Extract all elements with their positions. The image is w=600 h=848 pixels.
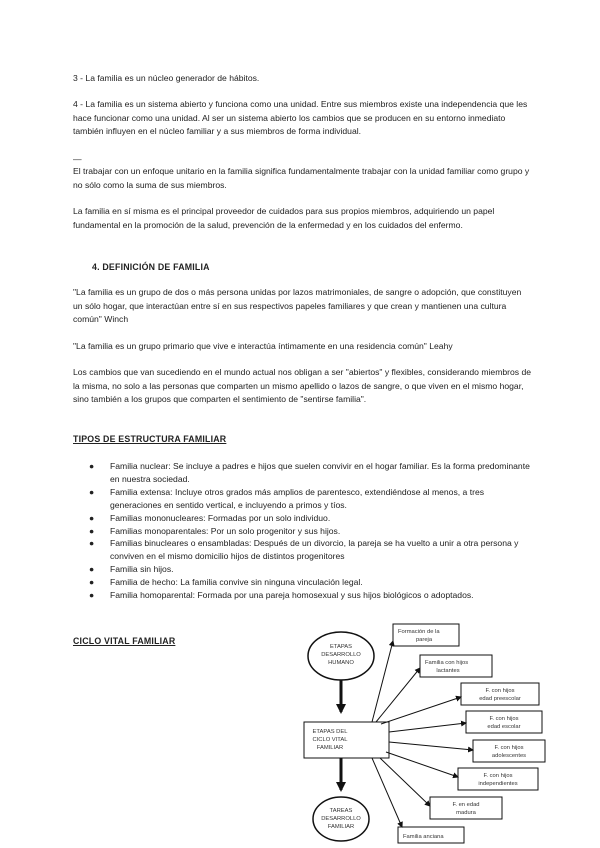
bottom-oval-line-3: FAMILIAR (327, 824, 355, 830)
stage-text: edad escolar (487, 724, 521, 730)
list-item: ● Familia homoparental: Formada por una pareja homosexual y sus hijos biológicos o adoptados. (89, 590, 474, 601)
bullet-icon: ● (89, 577, 95, 588)
dash-separator: — (73, 154, 82, 164)
arrow-to-pareja (372, 641, 393, 722)
stage-text: adolescentes (491, 753, 527, 759)
heading-tipos-estructura: TIPOS DE ESTRUCTURA FAMILIAR (73, 434, 227, 444)
quote-leahy: "La familia es un grupo primario que vive e interactúa íntimamente en una residencia común" Leahy (73, 341, 453, 351)
arrow-to-adolescentes (389, 742, 473, 750)
list-item: ● Familia extensa: Incluye otros grados más amplios de parentesco, extendiéndose al menos, a tres generaciones en sentido vertical, e incluyendo a primos y tíos. (89, 486, 485, 510)
stage-text: Formación de la (398, 629, 440, 635)
stage-text: Familia anciana (403, 834, 444, 840)
heading-ciclo-vital: CICLO VITAL FAMILIAR (73, 636, 176, 646)
list-item: ● Familia nuclear: Se incluye a padres e hijos que suelen convivir en el hogar familiar. Es la forma predominante en nuestra sociedad. (89, 461, 530, 484)
stage-text: F. con hijos (494, 745, 524, 751)
list-item: ● Familia de hecho: La familia convive sin ninguna vinculación legal. (89, 577, 363, 588)
paragraph-sistema-abierto: 4 - La familia es un sistema abierto y funciona como una unidad. Entre sus miembros existe una independencia que les hace funcionar como una unidad. Al ser un sistema abierto los cambios que se producen en su entorno inmediato también influyen en el núcleo familiar y a sus miembros de forma individual. (73, 99, 528, 137)
stage-text: edad preescolar (479, 696, 521, 702)
bullet-icon: ● (89, 461, 95, 471)
center-box-line-1: ETAPAS DEL (312, 729, 348, 735)
bottom-oval-line-2: DESARROLLO (321, 816, 361, 822)
bullet-icon: ● (89, 486, 95, 497)
list-item: ● Familia sin hijos. (89, 564, 174, 575)
stage-text: Familia con hijos (425, 660, 469, 666)
stage-text: F. en edad (452, 802, 480, 808)
bullet-icon: ● (89, 590, 95, 601)
paragraph-cambios: Los cambios que van sucediendo en el mundo actual nos obligan a ser "abiertos" y flexibles, considerando miembros de la misma, no solo a las personas que comparten un mismo apellido o lazos de sangre, o que viven en el mismo hogar, sino también a los grupos que comparten el sentimiento de "sentirse familia". (73, 367, 532, 405)
arrow-to-escolar (389, 723, 466, 732)
list-item: ● Familias mononucleares: Formadas por un solo individuo. (89, 512, 331, 523)
bullet-icon: ● (89, 564, 95, 575)
arrow-to-independientes (386, 752, 458, 777)
center-box-line-3: FAMILIAR (316, 745, 344, 751)
top-oval-line-2: DESARROLLO (321, 652, 361, 658)
stage-text: lactantes (436, 668, 460, 674)
stage-text: independientes (478, 781, 518, 787)
list-item: ● Familias binucleares o ensambladas: Después de un divorcio, la pareja se ha vuelto a unir a otra persona y conviven en el mismo domicilio hijos de distintos progenitores (89, 538, 519, 562)
stage-text: F. con hijos (489, 716, 519, 722)
stage-text: F. con hijos (485, 688, 515, 694)
bottom-oval-line-1: TAREAS (329, 808, 353, 814)
arrow-to-anciana (372, 758, 402, 827)
arrow-to-lactantes (376, 668, 420, 722)
bullet-icon: ● (89, 538, 95, 549)
stage-text: madura (456, 810, 476, 816)
quote-winch: "La familia es un grupo de dos o más persona unidas por lazos matrimoniales, de sangre o adopción, que constituyen un sólo hogar, que interactúan entre sí en sus respectivos papeles familiares y que crean y mantienen una cultura común" Winch (73, 287, 522, 325)
list-item: ● Familias monoparentales: Por un solo progenitor y sus hijos. (89, 525, 341, 536)
stage-text: pareja (415, 637, 433, 643)
top-oval-line-3: HUMANO (328, 660, 354, 666)
paragraph-habitos: 3 - La familia es un núcleo generador de hábitos. (73, 73, 260, 83)
top-oval-line-1: ETAPAS (329, 644, 353, 650)
center-box-line-2: CICLO VITAL (312, 737, 348, 743)
paragraph-enfoque-unitario: El trabajar con un enfoque unitario en la familia significa fundamentalmente trabajar con la unidad familiar como grupo y no sólo como la suma de sus miembros. (73, 166, 530, 190)
bullet-icon: ● (89, 512, 95, 523)
heading-definicion-familia: 4. DEFINICIÓN DE FAMILIA (92, 262, 210, 272)
bullet-icon: ● (89, 525, 95, 536)
paragraph-proveedor-cuidados: La familia en sí misma es el principal proveedor de cuidados para sus propios miembros, adquiriendo un papel fundamental en la promoción de la salud, prevención de la enfermedad y en los cuidados del enfermo. (73, 206, 495, 230)
stage-text: F. con hijos (483, 773, 513, 779)
